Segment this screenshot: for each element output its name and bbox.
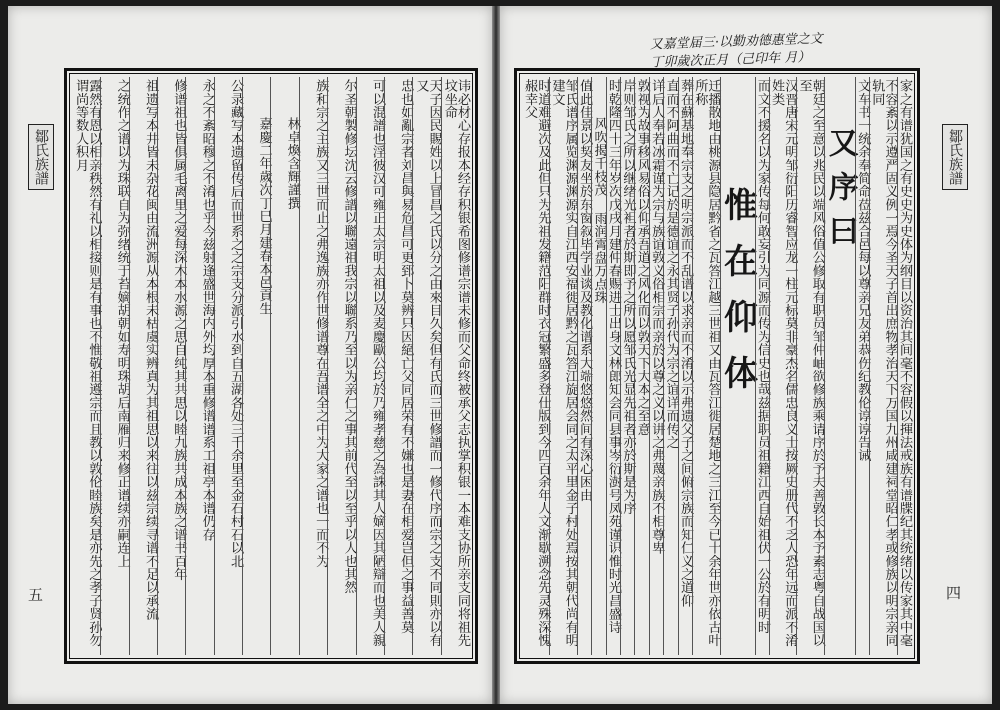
- text-column: 尔圣朝製修坛沈云修譜以聯遠祖我宗以聯系乃至以为亲仁之事其前代至以至乎以人也其然: [327, 77, 355, 655]
- text-column: 时乾隆四十三年岁次戊戌月建仲春赐进士出身文林郎知会同县事岑衍澍号凤苑谨识惟时光昌盛诗: [606, 77, 620, 655]
- right-page: [500, 6, 992, 704]
- left-text-frame: [64, 68, 478, 664]
- text-column: 之统作之谱以为珠联自为弥绪统于苔嫡胡朝如寿明珠胡后南雁归来修正谱续亦嗣连上: [100, 77, 128, 655]
- text-column: 修谱祖也皆俱属毛离里之爱每深木本水源之思自纯其共思以睦九族共成本族之谱书百年: [157, 77, 185, 655]
- text-column: 朝廷之至意以兆民以端风俗值公修取有职员邹仲岫欲修族乘请序於予夫善敦长本予素志粤自战国以至: [796, 77, 823, 655]
- text-column: 而文不援名以为家传每何敢妄引为同源而传为信史也哉兹据职员祖籍江西自始祖伏一公於有明时: [755, 77, 769, 655]
- text-column: 直而不阿曲而不亡记於是德谊之永其贤子孙代为宗之谊详而传之: [663, 77, 677, 655]
- book-gutter: [492, 6, 500, 704]
- text-column: 详后人奉若冰霜谨为宗与族谊敦义俗相宗而亲於以尊之义以讲之弗蔑亲族不相尊卑: [649, 77, 663, 655]
- text-column: 族和宗之主族又三世而止之弗逸族亦作世修谱尊在吾谱全之中为大家之谱也一而不为: [299, 77, 327, 655]
- left-side-label: 鄒氏族譜: [28, 124, 54, 190]
- left-page: [8, 6, 492, 704]
- author-signature-line: 林卓煥含輝謹撰: [270, 77, 298, 655]
- right-side-label: 鄒氏族譜: [942, 124, 968, 190]
- text-column: 露然有恩以相亲秩然有礼以相接则是有事也不惟敬祖遵宗而且教以敦伦睦族矣是亦先之孝子贤孙勿谓尚等数人积月: [73, 79, 102, 647]
- text-column: 值此佳景以契友坐於东窗叙毕学业谈及教化谱系大端悠悠然间有深心困由: [577, 77, 591, 655]
- text-column: 公录藏写本遗留传后而世系之之宗支分派引水到自五湖各处三千余里至金石村石以北: [214, 77, 242, 655]
- right-page-number: 四: [946, 584, 962, 602]
- text-column: 时道难避次及此但只为先祖发籍范阳群时衣冠繁盛多登仕版到今四百余年人文渐歇溯念先灵殊深愧赧幸父: [522, 79, 551, 647]
- date-line: 嘉慶二年歲次丁巳月建春本邑貢生: [242, 77, 270, 655]
- open-book: [8, 6, 992, 704]
- handwritten-note-line: 又嘉堂届三·以勤劝德惠堂之文: [649, 31, 824, 53]
- text-column: 葬在蘇基地奉宗支之明宗派而不乱谱以求亲而不淆以示弗遗父子之间俯宗族而知仁义之道仰: [678, 77, 692, 655]
- right-text-frame: [514, 68, 920, 664]
- text-column: 迁播散地由桃源县隐居黔省之瓦答江越三世祖又由瓦答江徙居楚地之三江至今已十余年世亦依古叶所称: [692, 77, 719, 655]
- handwritten-note-line: 丁卯歲次正月（己印年 月）: [650, 50, 811, 71]
- text-column: 岸则邹氏之所以继绪光袒者於斯即予之所以愿邹氏光显先祖者亦於斯是为序: [620, 77, 634, 655]
- text-column: 天子因民賜姓以上冒昌之氏以分之由來目久矣但有氏而三世修譜而一修代序而宗之支不同則亦以有又: [412, 77, 440, 655]
- text-column: 不容紊以示遵严固义例一焉今圣天子首出庶物孝治天下万国九州咸建祠堂昭仁孝或修族以明宗亲同轨同: [869, 77, 896, 655]
- left-columns: [73, 77, 469, 655]
- section-title: 又序曰: [824, 77, 855, 655]
- text-column: 文车书一统余奉简命莅兹合邑每以尊亲兄友弟恭伤纪教伦谆谆告诫: [855, 77, 869, 655]
- text-column: 汉晋唐宋元明邹衍阳历睿智应龙一柱元标莫非豪杰名儒忠良义士按厥史册代不乏人恐年远而派不淆姓类: [769, 77, 796, 655]
- text-column: 讳必材心存报本经存积银希图修谱宗谱未修而父命终被承父志执掌积银一本难支协所亲支同将祖先坟坐命: [441, 77, 469, 655]
- text-column: 永之不紊昭穆之不淆也乎今兹射逢盛世海内外均厚本重修谱谱系工祖亭本谱仍存: [185, 77, 213, 655]
- text-column: 忠也如亂宗者刘昌與易危昌可更郅卜莫辨只因絕亡父同居荣有不嫌也是妻在相爱岂但之事益善莫: [384, 77, 412, 655]
- text-column: 敦视为故事移风易俗以仰承吾道之风化而以敦天下大本之至意: [634, 77, 648, 655]
- poem-line: 风吹揭千枝茂 雨润霄盘万点珠: [591, 77, 605, 655]
- handwritten-note: [649, 27, 910, 72]
- section-subtitle: 惟在仰体: [720, 77, 755, 655]
- text-column: 祖遗写本井皆未杂花闽由流洲源从本根未枯虞实辨真为其祖思以来往以兹宗续寻谱不足以承流: [129, 77, 157, 655]
- left-page-number: 五: [28, 586, 44, 604]
- text-column: 家之有谱犹国之有史史为史体为纲目以资治其间毫不容假以揮法戒族有谱牒纪其统绪以传家其中毫: [897, 77, 911, 655]
- text-column: 可以混譜也淫彼汉可雍正太宗明太祖以及麦慶歐公均於乃雍孝慈之為誅其人嫡因其陋辯而也美人親: [356, 77, 384, 655]
- text-column: 邹氏谱序属览渊源渊源实自江西安福徙居黔之瓦答江旋居会同之太平里金子村处焉按其朝代尚有明建文: [549, 77, 576, 655]
- right-columns: [523, 77, 911, 655]
